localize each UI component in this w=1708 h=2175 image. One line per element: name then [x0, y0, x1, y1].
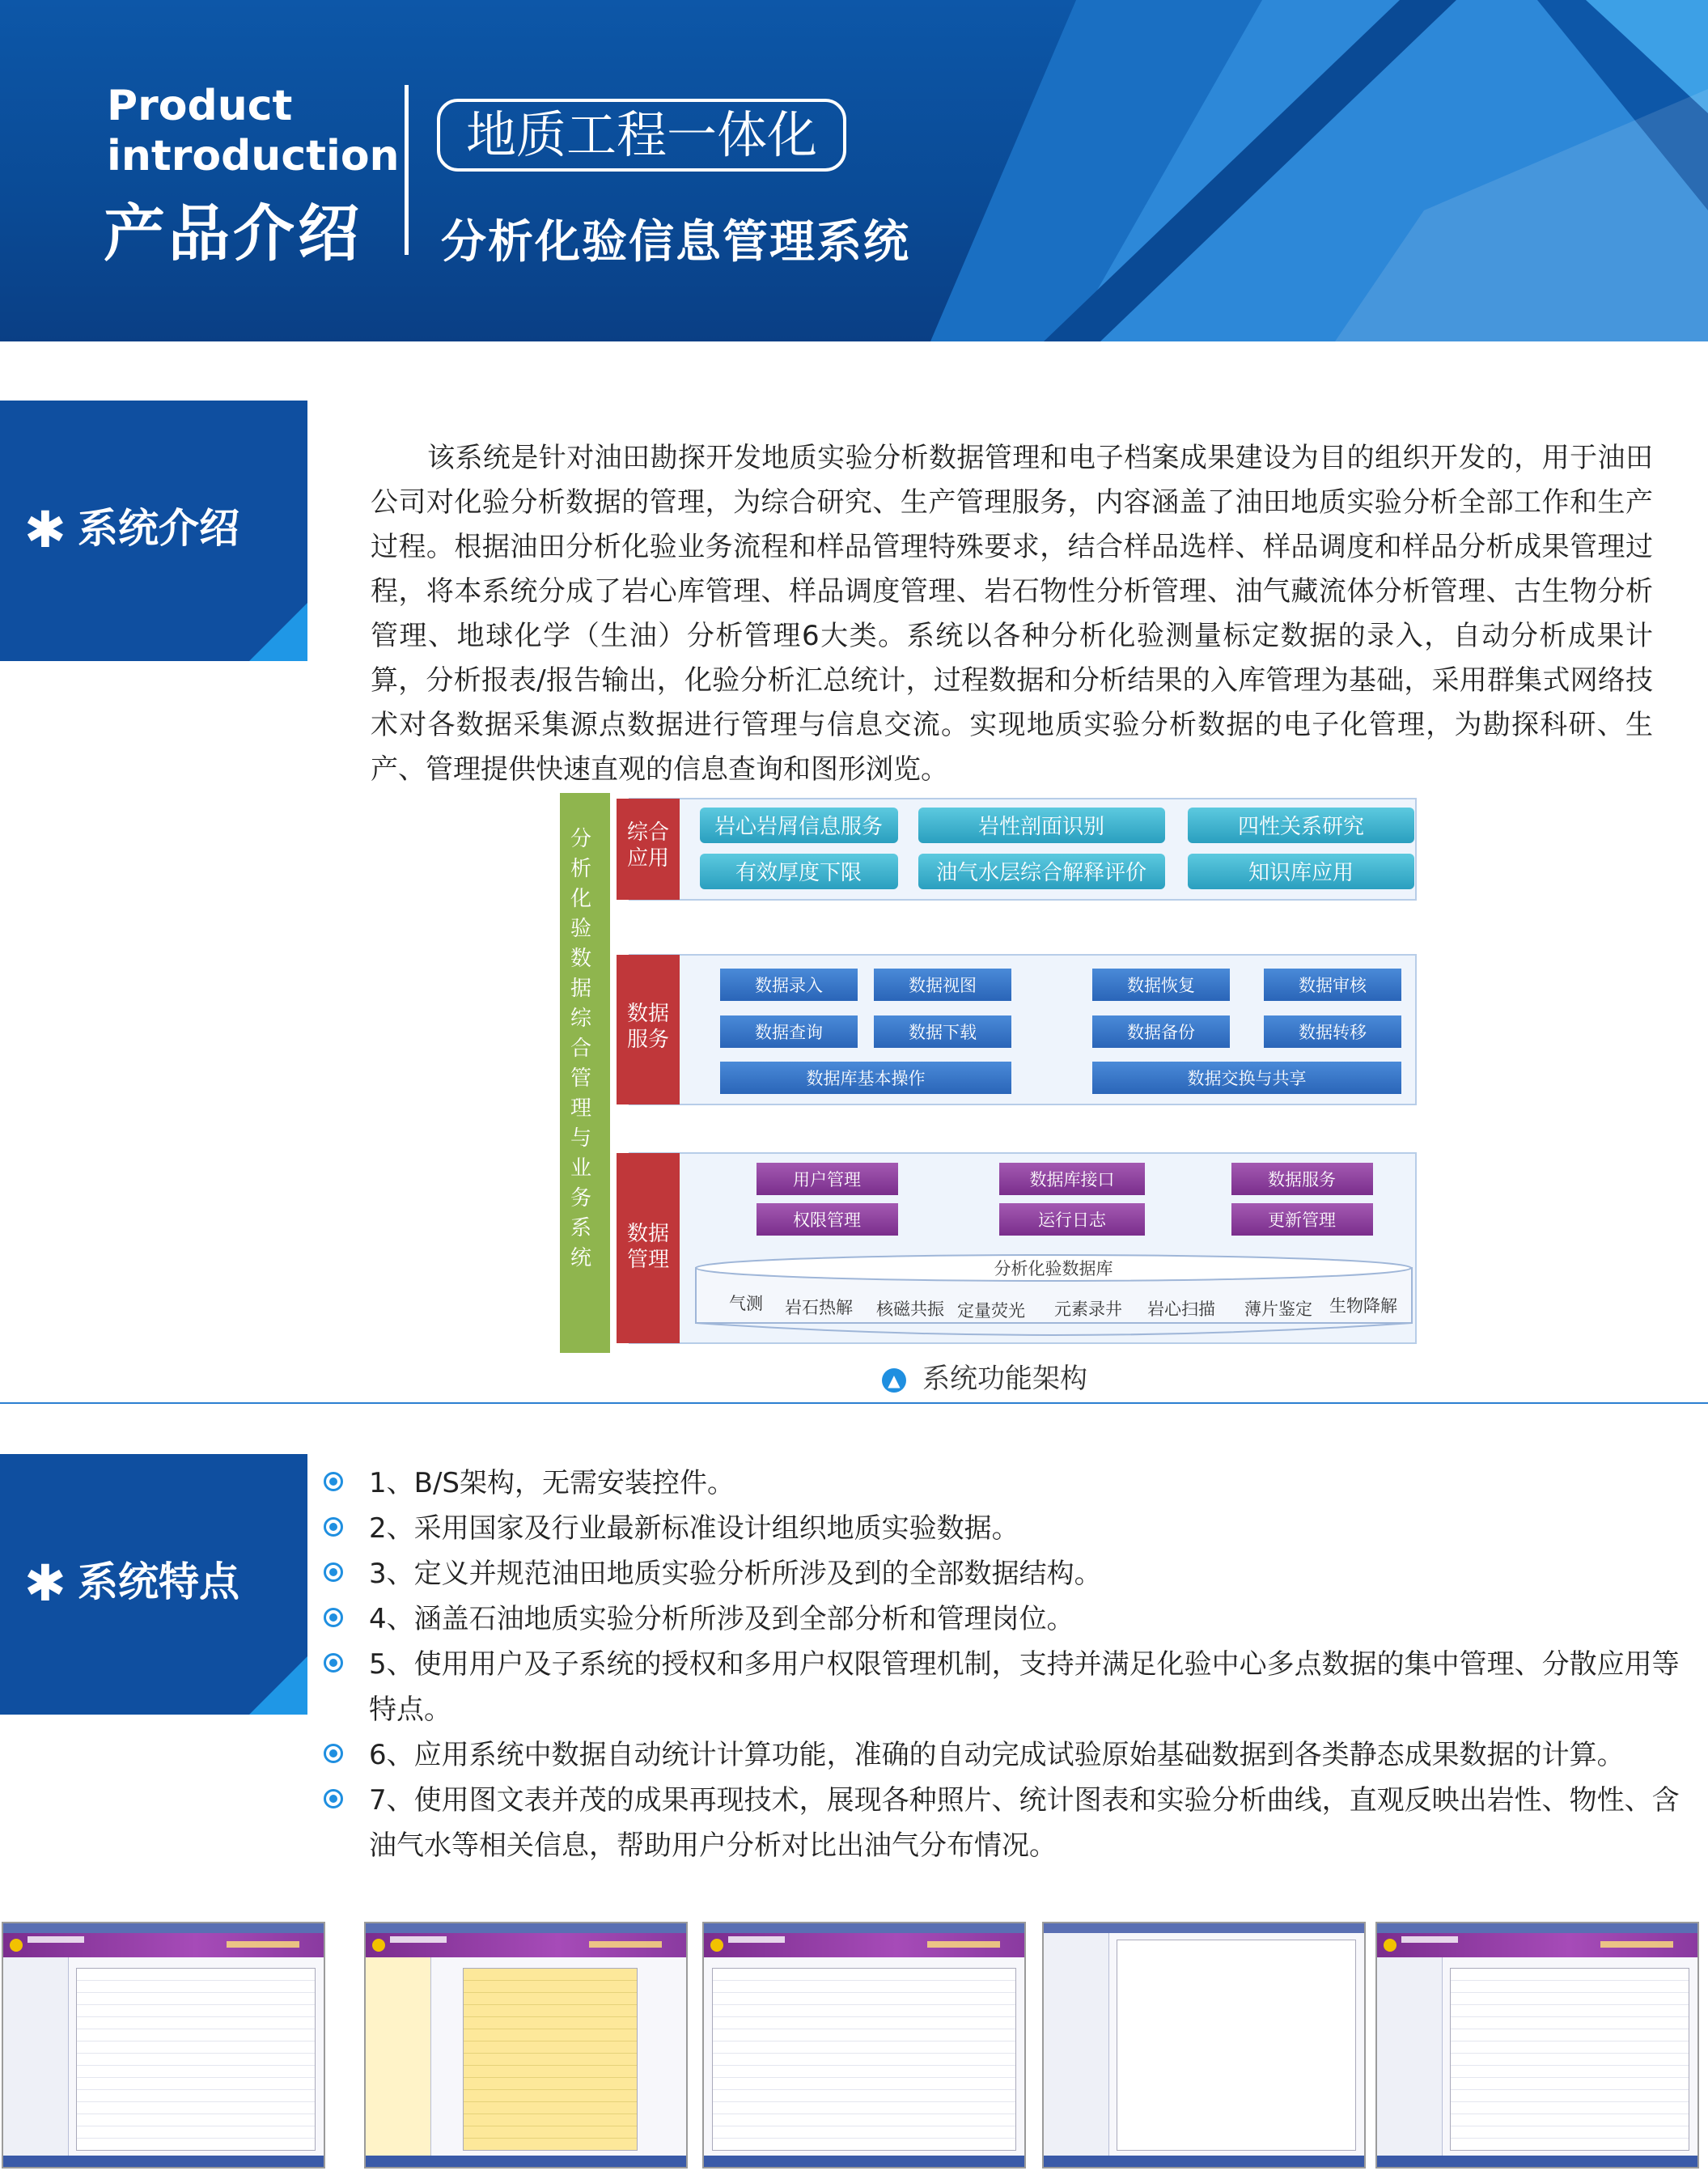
- layer-label-2b: 服务: [626, 1028, 670, 1052]
- intro-paragraph: 该系统是针对油田勘探开发地质实验分析数据管理和电子档案成果建设为目的组织开发的，用于油田公司对化验分析数据的管理，为综合研究、生产管理服务，内容涵盖了油田地质实验分析全部工作和生产过程。根据油田分析化验业务流程和样品管理特殊要求，结合样品选样、样品调度和样品分析成果管理过程，将本系统分成了岩心库管理、样品调度管理、岩石物性分析管理、油气藏流体分析管理、古生物分析管理、地球化学（生油）分析管理6大类。系统以各种分析化验测量标定数据的录入，自动分析成果计算，分析报表/报告输出，化验分析汇总统计，过程数据和分析结果的入库管理为基础，采用群集式网络技术对各数据采集源点数据进行管理与信息交流。实现地质实验分析数据的电子化管理，为勘探科研、生产、管理提供快速直观的信息查询和图形浏览。: [371, 442, 1653, 786]
- layer-label-3b: 管理: [626, 1248, 670, 1272]
- feature-item: 1、B/S架构，无需安装控件。: [324, 1461, 1699, 1506]
- feature-item: 5、使用用户及子系统的授权和多用户权限管理机制，支持并满足化验中心多点数据的集中管理、分散应用等特点。: [324, 1642, 1699, 1732]
- header-banner: [0, 0, 1708, 341]
- feature-item: 4、涵盖石油地质实验分析所涉及到全部分析和管理岗位。: [324, 1596, 1699, 1642]
- svg-text:核磁共振: 核磁共振: [876, 1299, 944, 1319]
- svg-text:更新管理: 更新管理: [1268, 1210, 1336, 1230]
- feature-item: 6、应用系统中数据自动统计计算功能，准确的自动完成试验原始基础数据到各类静态成果数据的计算。: [324, 1732, 1699, 1778]
- svg-text:权限管理: 权限管理: [793, 1210, 861, 1230]
- svg-text:数据库基本操作: 数据库基本操作: [806, 1069, 926, 1088]
- bullet-icon: [324, 1472, 343, 1491]
- svg-text:数据查询: 数据查询: [755, 1023, 823, 1042]
- svg-text:数据交换与共享: 数据交换与共享: [1187, 1069, 1307, 1088]
- diagram-caption-text: 系统功能架构: [922, 1363, 1087, 1395]
- screenshot-thumbnail-5: [1375, 1922, 1699, 2169]
- screenshot-thumbnail-1: [2, 1922, 325, 2169]
- chevron-up-icon: ▲: [882, 1368, 906, 1393]
- svg-text:气测: 气测: [729, 1294, 763, 1313]
- section-tag-label: 系统特点: [77, 1558, 239, 1605]
- svg-text:岩心扫描: 岩心扫描: [1147, 1299, 1215, 1319]
- svg-text:数据服务: 数据服务: [1268, 1170, 1336, 1189]
- screenshot-thumbnail-2: [364, 1922, 688, 2169]
- layer-label-1a: 综合: [626, 820, 670, 845]
- bullet-icon: [324, 1562, 343, 1582]
- screenshot-thumbnail-3: [702, 1922, 1026, 2169]
- category-pill: 地质工程一体化: [437, 99, 846, 172]
- chinese-title: 产品介绍: [104, 197, 362, 269]
- feature-list: [324, 1461, 1699, 1868]
- architecture-diagram: [558, 789, 1440, 1355]
- database-cylinder: [696, 1255, 1412, 1335]
- tag-corner: [249, 603, 307, 661]
- english-title-line2: introduction: [107, 132, 400, 180]
- section-divider: [0, 1402, 1708, 1404]
- svg-text:用户管理: 用户管理: [793, 1170, 861, 1189]
- section-tag-label: 系统介绍: [77, 505, 239, 552]
- asterisk-icon: ✱: [24, 500, 66, 559]
- box-label-4: 有效厚度下限: [735, 861, 862, 885]
- svg-text:运行日志: 运行日志: [1038, 1210, 1106, 1230]
- svg-text:数据下载: 数据下载: [909, 1023, 977, 1042]
- box-label-5: 油气水层综合解释评价: [935, 861, 1147, 885]
- svg-text:数据库接口: 数据库接口: [1029, 1170, 1115, 1189]
- box-label-1: 岩心岩屑信息服务: [714, 815, 884, 839]
- layer-label-3a: 数据: [626, 1222, 670, 1246]
- svg-text:薄片鉴定: 薄片鉴定: [1244, 1299, 1312, 1319]
- box-label-6: 知识库应用: [1248, 861, 1354, 885]
- svg-text:数据转移: 数据转移: [1299, 1023, 1367, 1042]
- svg-text:数据备份: 数据备份: [1127, 1023, 1195, 1042]
- database-title: 分析化验数据库: [994, 1259, 1113, 1278]
- layer-label-1b: 应用: [626, 846, 670, 871]
- section-tag-features: [0, 1454, 307, 1715]
- asterisk-icon: ✱: [24, 1554, 66, 1613]
- svg-text:生物降解: 生物降解: [1329, 1296, 1397, 1316]
- header-divider: [405, 85, 409, 255]
- product-subtitle: 分析化验信息管理系统: [441, 216, 910, 269]
- bullet-icon: [324, 1789, 343, 1808]
- bullet-icon: [324, 1517, 343, 1537]
- english-title-line1: Product: [107, 82, 293, 130]
- architecture-svg: [558, 789, 1440, 1355]
- vertical-system-title: 分析化验数据综合管理与业务系统: [570, 827, 600, 1270]
- svg-text:数据视图: 数据视图: [909, 976, 977, 995]
- section-tag-intro: [0, 401, 307, 661]
- english-title: [107, 81, 400, 181]
- bullet-icon: [324, 1653, 343, 1673]
- svg-text:数据恢复: 数据恢复: [1127, 976, 1195, 995]
- svg-text:定量荧光: 定量荧光: [957, 1301, 1025, 1321]
- diagram-caption: [882, 1356, 1087, 1396]
- bullet-icon: [324, 1608, 343, 1627]
- tag-corner: [249, 1656, 307, 1715]
- feature-item: 2、采用国家及行业最新标准设计组织地质实验数据。: [324, 1506, 1699, 1551]
- svg-text:数据录入: 数据录入: [755, 976, 823, 995]
- svg-text:元素录井: 元素录井: [1054, 1299, 1122, 1319]
- screenshot-thumbnail-4: [1042, 1922, 1366, 2169]
- svg-text:岩石热解: 岩石热解: [785, 1298, 853, 1317]
- bullet-icon: [324, 1744, 343, 1763]
- svg-text:数据审核: 数据审核: [1299, 976, 1367, 995]
- feature-item: 7、使用图文表并茂的成果再现技术，展现各种照片、统计图表和实验分析曲线，直观反映出岩性、物性、含油气水等相关信息，帮助用户分析对比出油气分布情况。: [324, 1778, 1699, 1868]
- box-label-3: 四性关系研究: [1237, 815, 1365, 839]
- feature-item: 3、定义并规范油田地质实验分析所涉及到的全部数据结构。: [324, 1551, 1699, 1596]
- layer-label-2a: 数据: [626, 1002, 670, 1026]
- box-label-2: 岩性剖面识别: [977, 815, 1105, 839]
